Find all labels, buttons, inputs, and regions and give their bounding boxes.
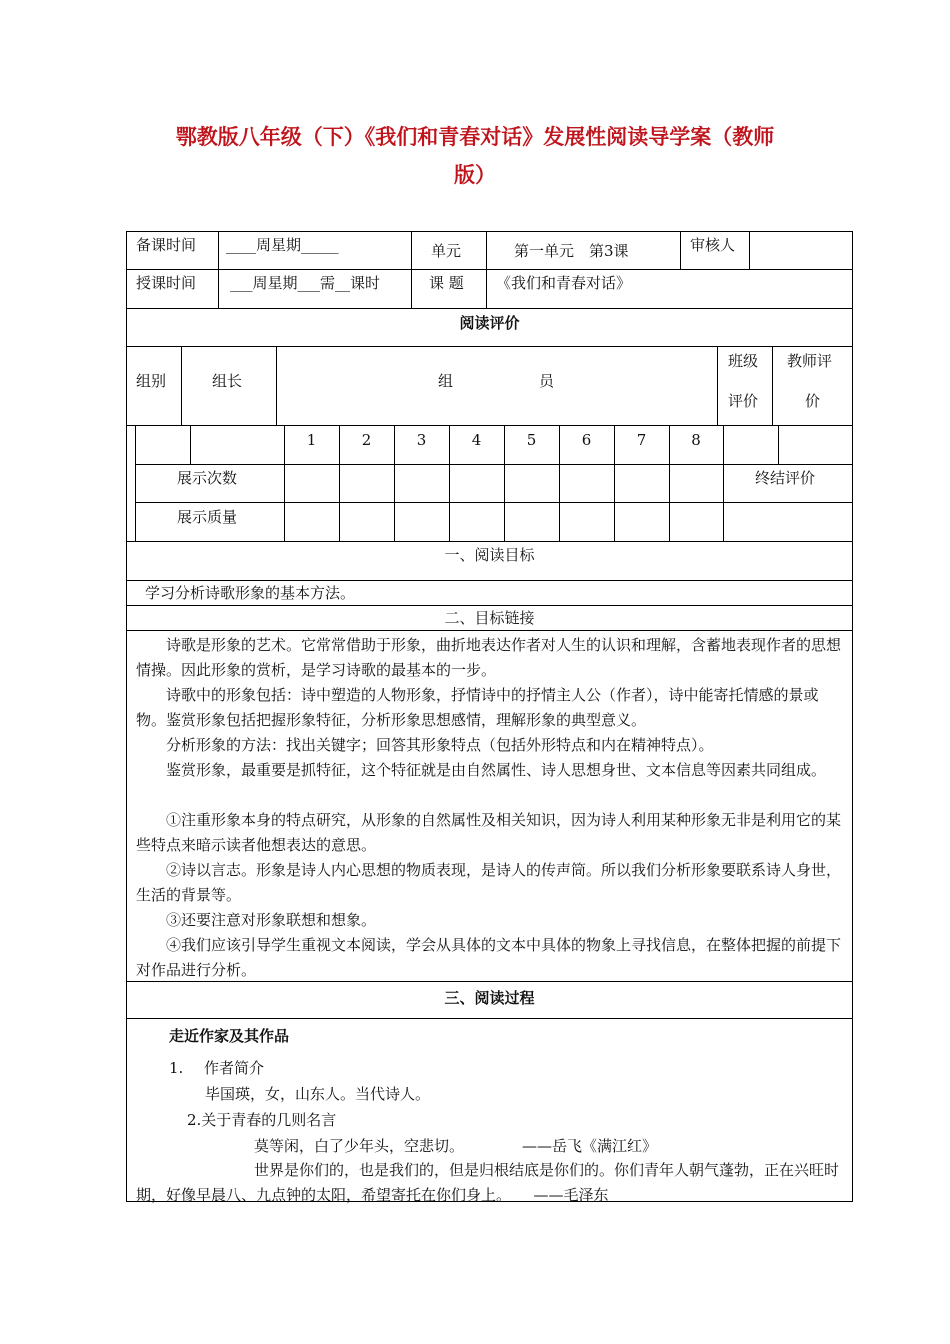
section-3-heading: 三、阅读过程 [444,989,535,1007]
topic-value: 《我们和青春对话》 [496,274,632,292]
row-divider [126,269,853,270]
col-divider [276,346,277,425]
member-label-a: 组 [438,372,454,390]
class-eval-label-a: 班级 [728,352,759,370]
col-divider [190,425,191,464]
member-label-b: 员 [539,372,555,390]
item-1-text: 毕国瑛，女，山东人。当代诗人。 [205,1085,431,1103]
show-quality-label: 展示质量 [177,508,238,526]
paragraph: ①注重形象本身的特点研究，从形象的自然属性及相关知识，因为诗人利用某种形象无非是利用它的某些特点来暗示读者他想表达的意思。 [136,811,842,855]
col-divider [135,425,136,541]
unit-label: 单元 [431,242,462,260]
topic-label: 课 题 [429,274,464,292]
column-number-2: 2 [361,431,372,449]
quote-1-text: 莫等闲，白了少年头，空悲切。 [254,1137,465,1155]
section-2-heading: 二、目标链接 [444,609,535,627]
paragraph: 鉴赏形象，最重要是抓特征，这个特征就是由自然属性、诗人思想身世、文本信息等因素共同组成。 [166,761,827,779]
evaluation-heading: 阅读评价 [459,314,520,332]
paragraph: 诗歌是形象的艺术。它常常借助于形象，曲折地表达作者对人生的认识和理解，含蓄地表现作者的思想情操。因此形象的赏析，是学习诗歌的最基本的一步。 [136,636,842,680]
quote-2-text: 世界是你们的，也是我们的，但是归根结底是你们的。你们青年人朝气蓬勃，正在兴旺时期，好像早晨八、九点钟的太阳，希望寄托在你们身上。 ——毛泽东 [136,1161,840,1205]
col-divider [717,346,718,425]
column-number-3: 3 [416,431,427,449]
item-1-title: 作者简介 [204,1059,265,1077]
col-divider [411,231,412,308]
row-divider [126,580,853,581]
row-divider [126,605,853,606]
col-divider [723,425,724,541]
col-divider [486,231,487,308]
paragraph: 诗歌中的形象包括：诗中塑造的人物形象，抒情诗中的抒情主人公（作者），诗中能寄托情感的景或物。鉴赏形象包括把握形象特征，分析形象思想感情，理解形象的典型意义。 [136,686,819,730]
quote-1-source: ——岳飞《满江红》 [522,1137,658,1155]
title-line-2: 版） [454,163,496,187]
paragraph: ②诗以言志。形象是诗人内心思想的物质表现，是诗人的传声筒。所以我们分析形象要联系诗人身世，生活的背景等。 [136,861,842,905]
paragraph: 分析形象的方法：找出关键字；回答其形象特点（包括外形特点和内在精神特点）。 [166,736,714,754]
show-count-label: 展示次数 [177,469,238,487]
prep-time-value: ____周星期_____ [226,236,339,254]
col-divider [778,425,779,464]
class-eval-label-b: 评价 [728,392,759,410]
column-number-7: 7 [636,431,647,449]
item-1-number: 1. [169,1059,184,1077]
row-divider [135,502,853,503]
teach-time-label: 授课时间 [136,274,197,292]
column-number-8: 8 [691,431,701,449]
column-number-4: 4 [471,431,482,449]
row-divider [126,1018,853,1019]
teacher-eval-label-b: 价 [805,392,821,410]
col-divider [749,231,750,269]
row-divider [135,464,853,465]
col-divider [680,231,681,269]
row-divider [126,425,853,426]
col-divider [218,231,219,308]
paragraph: ③还要注意对形象联想和想象。 [166,911,377,929]
item-2-title: 2.关于青春的几则名言 [187,1111,337,1129]
column-number-6: 6 [581,431,592,449]
column-number-5: 5 [526,431,537,449]
paragraph: ④我们应该引导学生重视文本阅读，学会从具体的文本中具体的物象上寻找信息，在整体把握的前提下对作品进行分析。 [136,936,842,980]
row-divider [126,308,853,309]
col-divider [181,346,182,425]
col-divider [772,346,773,425]
reviewer-label: 审核人 [690,236,736,254]
teacher-eval-label-a: 教师评 [787,352,833,370]
teach-time-value: ___周星期___需__课时 [230,274,381,292]
section-1-content: 学习分析诗歌形象的基本方法。 [145,584,356,602]
document-title [130,118,820,194]
prep-time-label: 备课时间 [136,236,197,254]
section-3-subheading: 走近作家及其作品 [169,1027,290,1045]
title-line-1: 鄂教版八年级（下）《我们和青春对话》发展性阅读导学案（教师 [175,125,775,149]
leader-label: 组长 [212,372,243,390]
section-1-heading: 一、阅读目标 [444,546,535,564]
group-label: 组别 [136,372,167,390]
row-divider [126,541,853,542]
row-divider [126,346,853,347]
row-divider [126,630,853,631]
column-number-1: 1 [306,431,317,449]
final-eval-label: 终结评价 [755,469,816,487]
unit-value: 第一单元 第3课 [514,242,629,260]
